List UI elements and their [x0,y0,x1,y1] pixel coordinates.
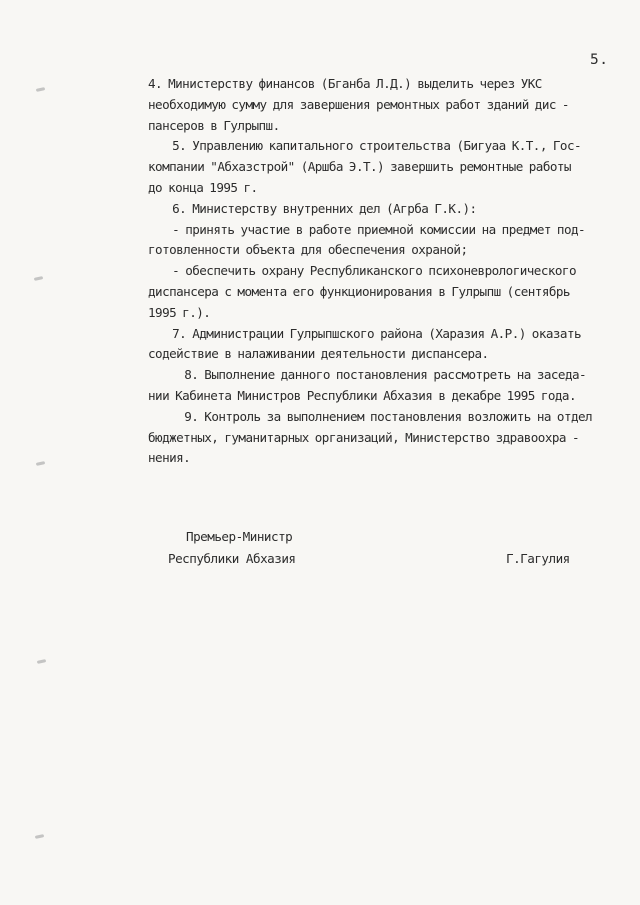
text-line: 6. Министерству внутренних дел (Агрба Г.К.): [148,200,477,216]
text-line: - принять участие в работе приемной комиссии на предмет под- [148,221,586,237]
text-line: диспансера с момента его функционирования в Гулрыпш (сентябрь [148,283,570,299]
page-number: 5. [590,52,609,68]
text-line: 5. Управлению капитального строительства (Бигуаа К.Т., Гос- [148,138,582,154]
punch-mark [36,461,45,466]
text-line: 9. Контроль за выполнением постановления возложить на отдел [148,408,593,424]
signatory-name: Г.Гагулия [506,551,570,566]
text-line: бюджетных, гуманитарных организаций, Министерство здравоохра - [148,429,579,445]
punch-mark [34,276,43,281]
text-line: 8. Выполнение данного постановления рассмотреть на заседа- [148,367,587,383]
text-line: до конца 1995 г. [148,179,258,195]
text-line: необходимую сумму для завершения ремонтных работ зданий дис - [148,96,569,112]
text-line: 1995 г.). [148,304,211,320]
text-line: нения. [148,450,191,466]
punch-mark [36,87,45,92]
text-line: компании "Абхазстрой" (Аршба Э.Т.) завершить ремонтные работы [148,159,571,175]
text-line: готовленности объекта для обеспечения охраной; [148,242,468,258]
text-line: пансеров в Гулрыпш. [148,117,280,133]
document-body [148,74,630,469]
punch-mark [37,659,46,664]
text-line: 4. Министерству финансов (Бганба Л.Д.) выделить через УКС [148,76,542,91]
text-line: содействие в налаживании деятельности диспансера. [148,346,489,362]
signatory-organization: Республики Абхазия [168,551,296,566]
text-line: нии Кабинета Министров Республики Абхазия в декабре 1995 года. [148,387,576,403]
text-line: - обеспечить охрану Республиканского психоневрологического [148,263,576,279]
text-line: 7. Администрации Гулрыпшского района (Харазия А.Р.) оказать [148,325,582,341]
punch-mark [35,834,44,839]
signatory-title: Премьер-Министр [186,529,293,544]
